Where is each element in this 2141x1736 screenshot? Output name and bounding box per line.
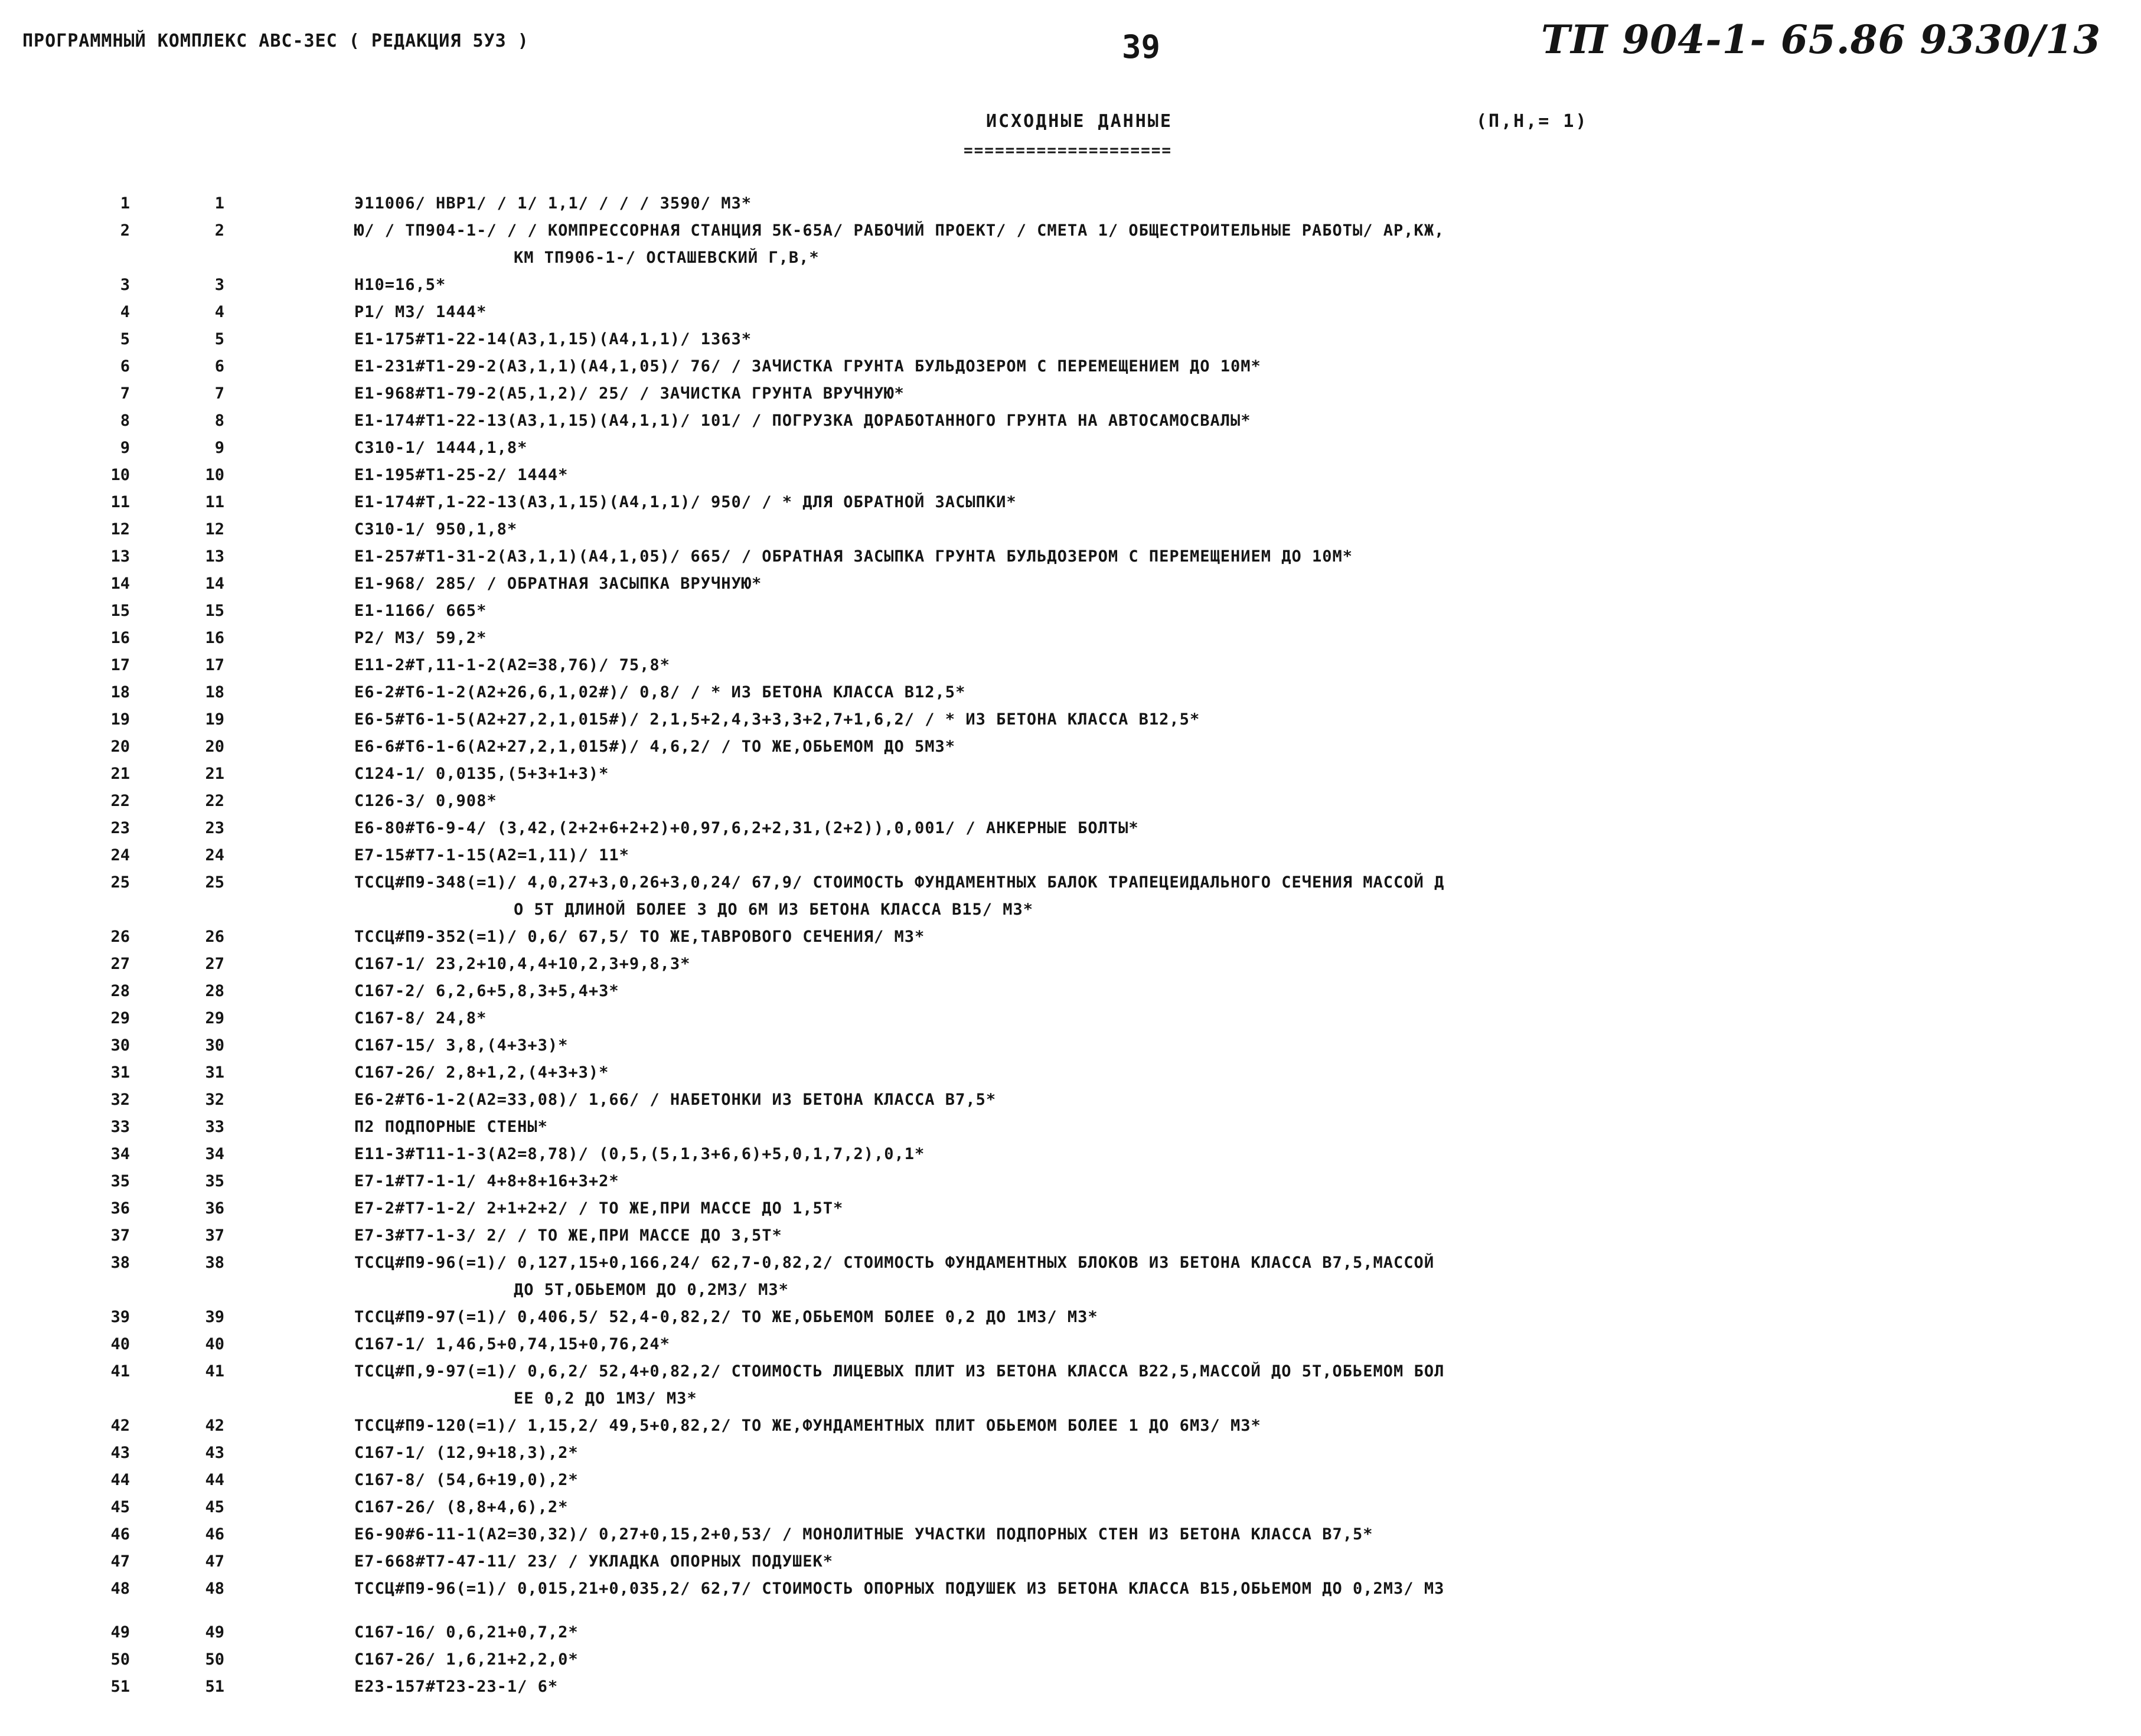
record-text [354, 407, 2120, 435]
line-number: 3 [120, 276, 130, 294]
listing-row [0, 407, 2141, 435]
listing-row [0, 272, 2141, 299]
record-number: 8 [214, 412, 224, 430]
listing-row [0, 1412, 2141, 1440]
record-main-line: П2 ПОДПОРНЫЕ СТЕНЫ* [354, 1118, 548, 1136]
record-text [354, 1114, 2120, 1141]
line-number: 4 [120, 303, 130, 321]
line-number: 29 [110, 1009, 130, 1027]
listing-row [0, 462, 2141, 489]
record-main-line: ТССЦ#П9-96(=1)/ 0,127,15+0,166,24/ 62,7-0,82,2/ СТОИМОСТЬ ФУНДАМЕНТНЫХ БЛОКОВ ИЗ БЕТОНА КЛАССА В7,5,МАССОЙ [354, 1254, 1435, 1272]
listing-row [0, 1059, 2141, 1086]
record-main-line: С167-2/ 6,2,6+5,8,3+5,4+3* [354, 982, 619, 1000]
listing-row [0, 978, 2141, 1005]
record-main-line: Е1-174#Т,1-22-13(А3,1,15)(А4,1,1)/ 950/ / * ДЛЯ ОБРАТНОЙ ЗАСЫПКИ* [354, 493, 1017, 511]
title-underline: ==================== [964, 142, 1173, 159]
record-text [354, 516, 2120, 543]
record-text [354, 1548, 2120, 1575]
record-main-line: С126-3/ 0,908* [354, 792, 497, 810]
record-main-line: С167-8/ (54,6+19,0),2* [354, 1471, 579, 1489]
listing-row [0, 598, 2141, 625]
record-text [354, 706, 2120, 733]
record-main-line: С167-26/ 1,6,21+2,2,0* [354, 1650, 579, 1669]
listing-row [0, 842, 2141, 869]
listing-row [0, 679, 2141, 706]
record-number: 26 [205, 928, 224, 946]
record-main-line: С167-1/ (12,9+18,3),2* [354, 1444, 579, 1462]
line-number: 8 [120, 412, 130, 430]
record-main-line: Е1-231#Т1-29-2(А3,1,1)(А4,1,05)/ 76/ / ЗАЧИСТКА ГРУНТА БУЛЬДОЗЕРОМ С ПЕРЕМЕЩЕНИЕМ ДО 10М* [354, 357, 1261, 376]
listing-row [0, 543, 2141, 570]
record-number: 40 [205, 1335, 224, 1353]
record-number: 50 [205, 1650, 224, 1669]
listing-row [0, 1619, 2141, 1646]
record-text [354, 1086, 2120, 1114]
record-main-line: Ю/ / ТП904-1-/ / / КОМПРЕССОРНАЯ СТАНЦИЯ 5К-65А/ РАБОЧИЙ ПРОЕКТ/ / СМЕТА 1/ ОБЩЕСТРОИТЕЛЬНЫЕ РАБОТЫ/ АР,КЖ, [354, 221, 1445, 240]
line-number: 40 [110, 1335, 130, 1353]
record-text [354, 353, 2120, 380]
record-number: 3 [214, 276, 224, 294]
record-main-line: Е23-157#Т23-23-1/ 6* [354, 1678, 559, 1696]
record-text [354, 733, 2120, 761]
record-text [354, 625, 2120, 652]
line-number: 11 [110, 493, 130, 511]
line-number: 49 [110, 1623, 130, 1642]
record-text [354, 869, 2120, 924]
line-number: 15 [110, 602, 130, 620]
record-main-line: Е1-257#Т1-31-2(А3,1,1)(А4,1,05)/ 665/ / ОБРАТНАЯ ЗАСЫПКА ГРУНТА БУЛЬДОЗЕРОМ С ПЕРЕМЕЩЕНИЕМ ДО 10М* [354, 547, 1353, 566]
listing-row [0, 1331, 2141, 1358]
record-main-line: С167-1/ 23,2+10,4,4+10,2,3+9,8,3* [354, 955, 691, 973]
listing-row [0, 1222, 2141, 1249]
listing-row [0, 1521, 2141, 1548]
record-number: 13 [205, 547, 224, 566]
record-text [354, 1059, 2120, 1086]
line-number: 21 [110, 765, 130, 783]
record-main-line: С310-1/ 950,1,8* [354, 520, 518, 539]
record-main-line: Е7-668#Т7-47-11/ 23/ / УКЛАДКА ОПОРНЫХ ПОДУШЕК* [354, 1552, 834, 1571]
line-number: 1 [120, 194, 130, 213]
listing-row [0, 733, 2141, 761]
record-main-line: Р1/ М3/ 1444* [354, 303, 487, 321]
listing-row [0, 706, 2141, 733]
record-main-line: С167-26/ (8,8+4,6),2* [354, 1498, 569, 1516]
page-number: 39 [1122, 28, 1161, 66]
record-number: 23 [205, 819, 224, 837]
listing-row [0, 815, 2141, 842]
record-number: 31 [205, 1063, 224, 1082]
line-number: 9 [120, 439, 130, 457]
section-title: ИСХОДНЫЕ ДАННЫЕ [986, 111, 1173, 132]
record-text [354, 1575, 2120, 1603]
document-code: ТП 904-1- 65.86 9330/13 [1541, 17, 2101, 63]
record-continuation-line: ЕЕ 0,2 ДО 1М3/ М3* [514, 1389, 697, 1408]
listing-row [0, 625, 2141, 652]
record-continuation-line: ДО 5Т,ОБЬЕМОМ ДО 0,2М3/ М3* [514, 1281, 789, 1299]
record-number: 7 [214, 384, 224, 403]
record-text [354, 1646, 2120, 1673]
record-number: 6 [214, 357, 224, 376]
record-main-line: ТССЦ#П,9-97(=1)/ 0,6,2/ 52,4+0,82,2/ СТОИМОСТЬ ЛИЦЕВЫХ ПЛИТ ИЗ БЕТОНА КЛАССА В22,5,МАССОЙ ДО 5Т,ОБЬЕМОМ БОЛ [354, 1362, 1445, 1381]
record-number: 24 [205, 846, 224, 864]
record-number: 43 [205, 1444, 224, 1462]
listing-row [0, 652, 2141, 679]
record-text [354, 815, 2120, 842]
listing-row [0, 1086, 2141, 1114]
listing-row [0, 1548, 2141, 1575]
listing-row [0, 761, 2141, 788]
record-number: 48 [205, 1580, 224, 1598]
line-number: 18 [110, 683, 130, 701]
record-text [354, 978, 2120, 1005]
listing-row [0, 217, 2141, 272]
record-text [354, 1358, 2120, 1412]
line-number: 22 [110, 792, 130, 810]
listing-row [0, 1114, 2141, 1141]
record-text [354, 1304, 2120, 1331]
line-number: 20 [110, 738, 130, 756]
record-number: 2 [214, 221, 224, 240]
record-main-line: Е1-195#Т1-25-2/ 1444* [354, 466, 569, 484]
record-main-line: ТССЦ#П9-120(=1)/ 1,15,2/ 49,5+0,82,2/ ТО ЖЕ,ФУНДАМЕНТНЫХ ПЛИТ ОБЬЕМОМ БОЛЕЕ 1 ДО 6М3/ М3* [354, 1417, 1261, 1435]
record-number: 25 [205, 873, 224, 892]
line-number: 19 [110, 710, 130, 729]
record-main-line: Е6-2#Т6-1-2(А2=33,08)/ 1,66/ / НАБЕТОНКИ ИЗ БЕТОНА КЛАССА В7,5* [354, 1091, 997, 1109]
listing-row [0, 353, 2141, 380]
line-number: 39 [110, 1308, 130, 1326]
record-number: 37 [205, 1226, 224, 1245]
pn-label: (П,Н,= 1) [1476, 111, 1588, 132]
record-text [354, 951, 2120, 978]
record-text [354, 489, 2120, 516]
record-text [354, 380, 2120, 407]
record-main-line: С167-16/ 0,6,21+0,7,2* [354, 1623, 579, 1642]
data-listing [0, 190, 2141, 1701]
record-main-line: Е6-80#Т6-9-4/ (3,42,(2+2+6+2+2)+0,97,6,2+2,31,(2+2)),0,001/ / АНКЕРНЫЕ БОЛТЫ* [354, 819, 1139, 837]
line-number: 35 [110, 1172, 130, 1190]
record-text [354, 1005, 2120, 1032]
line-number: 30 [110, 1036, 130, 1055]
record-number: 27 [205, 955, 224, 973]
record-main-line: Е7-3#Т7-1-3/ 2/ / ТО ЖЕ,ПРИ МАССЕ ДО 3,5Т* [354, 1226, 782, 1245]
record-main-line: ТССЦ#П9-352(=1)/ 0,6/ 67,5/ ТО ЖЕ,ТАВРОВОГО СЕЧЕНИЯ/ М3* [354, 928, 925, 946]
line-number: 33 [110, 1118, 130, 1136]
line-number: 45 [110, 1498, 130, 1516]
record-text [354, 1222, 2120, 1249]
record-number: 11 [205, 493, 224, 511]
record-main-line: Р2/ М3/ 59,2* [354, 629, 487, 647]
listing-row [0, 1575, 2141, 1603]
listing-row [0, 788, 2141, 815]
record-text [354, 1331, 2120, 1358]
line-number: 51 [110, 1678, 130, 1696]
record-number: 35 [205, 1172, 224, 1190]
record-number: 9 [214, 439, 224, 457]
record-number: 21 [205, 765, 224, 783]
record-main-line: Э11006/ НВР1/ / 1/ 1,1/ / / / 3590/ М3* [354, 194, 752, 213]
record-text [354, 1195, 2120, 1222]
line-number: 5 [120, 330, 130, 348]
record-main-line: Е6-6#Т6-1-6(А2+27,2,1,015#)/ 4,6,2/ / ТО ЖЕ,ОБЬЕМОМ ДО 5М3* [354, 738, 956, 756]
line-number: 7 [120, 384, 130, 403]
record-text [354, 1168, 2120, 1195]
record-number: 10 [205, 466, 224, 484]
record-number: 47 [205, 1552, 224, 1571]
listing-row [0, 1005, 2141, 1032]
line-number: 26 [110, 928, 130, 946]
listing-row [0, 1304, 2141, 1331]
record-main-line: ТССЦ#П9-96(=1)/ 0,015,21+0,035,2/ 62,7/ СТОИМОСТЬ ОПОРНЫХ ПОДУШЕК ИЗ БЕТОНА КЛАССА В15,ОБЬЕМОМ ДО 0,2М3/ М3 [354, 1580, 1445, 1598]
record-number: 5 [214, 330, 224, 348]
line-number: 17 [110, 656, 130, 674]
line-number: 41 [110, 1362, 130, 1381]
line-number: 46 [110, 1525, 130, 1544]
listing-row [0, 1168, 2141, 1195]
record-text [354, 462, 2120, 489]
line-number: 6 [120, 357, 130, 376]
record-number: 34 [205, 1145, 224, 1163]
line-number: 34 [110, 1145, 130, 1163]
record-text [354, 543, 2120, 570]
record-number: 12 [205, 520, 224, 539]
listing-row [0, 1358, 2141, 1412]
record-text [354, 1440, 2120, 1467]
record-main-line: С167-26/ 2,8+1,2,(4+3+3)* [354, 1063, 609, 1082]
line-number: 43 [110, 1444, 130, 1462]
record-main-line: Е1-174#Т1-22-13(А3,1,15)(А4,1,1)/ 101/ / ПОГРУЗКА ДОРАБОТАННОГО ГРУНТА НА АВТОСАМОСВАЛЫ* [354, 412, 1251, 430]
line-number: 38 [110, 1254, 130, 1272]
record-text [354, 217, 2120, 272]
listing-row [0, 1646, 2141, 1673]
record-main-line: Е1-1166/ 665* [354, 602, 487, 620]
record-number: 20 [205, 738, 224, 756]
listing-row [0, 489, 2141, 516]
record-text [354, 326, 2120, 353]
line-number: 32 [110, 1091, 130, 1109]
record-number: 4 [214, 303, 224, 321]
record-main-line: ТССЦ#П9-348(=1)/ 4,0,27+3,0,26+3,0,24/ 67,9/ СТОИМОСТЬ ФУНДАМЕНТНЫХ БАЛОК ТРАПЕЦЕИДАЛЬНОГО СЕЧЕНИЯ МАССОЙ Д [354, 873, 1445, 892]
line-number: 42 [110, 1417, 130, 1435]
listing-row [0, 1673, 2141, 1701]
line-number: 47 [110, 1552, 130, 1571]
record-main-line: Е6-90#6-11-1(А2=30,32)/ 0,27+0,15,2+0,53/ / МОНОЛИТНЫЕ УЧАСТКИ ПОДПОРНЫХ СТЕН ИЗ БЕТОНА КЛАССА В7,5* [354, 1525, 1373, 1544]
record-main-line: Е1-968#Т1-79-2(А5,1,2)/ 25/ / ЗАЧИСТКА ГРУНТА ВРУЧНУЮ* [354, 384, 905, 403]
line-number: 48 [110, 1580, 130, 1598]
record-text [354, 842, 2120, 869]
record-main-line: С167-1/ 1,46,5+0,74,15+0,76,24* [354, 1335, 670, 1353]
record-main-line: С310-1/ 1444,1,8* [354, 439, 528, 457]
listing-row [0, 190, 2141, 217]
record-text [354, 1412, 2120, 1440]
record-text [354, 272, 2120, 299]
record-number: 39 [205, 1308, 224, 1326]
line-number: 28 [110, 982, 130, 1000]
record-text [354, 1521, 2120, 1548]
record-number: 22 [205, 792, 224, 810]
record-main-line: С124-1/ 0,0135,(5+3+1+3)* [354, 765, 609, 783]
line-number: 31 [110, 1063, 130, 1082]
line-number: 13 [110, 547, 130, 566]
record-number: 28 [205, 982, 224, 1000]
record-text [354, 1249, 2120, 1304]
record-text [354, 924, 2120, 951]
listing-row [0, 326, 2141, 353]
record-text [354, 1619, 2120, 1646]
record-continuation-line: КМ ТП906-1-/ ОСТАШЕВСКИЙ Г,В,* [514, 249, 820, 267]
listing-row [0, 516, 2141, 543]
record-text [354, 679, 2120, 706]
record-text [354, 435, 2120, 462]
record-number: 42 [205, 1417, 224, 1435]
listing-row [0, 570, 2141, 598]
listing-row [0, 951, 2141, 978]
record-text [354, 1467, 2120, 1494]
listing-row [0, 1467, 2141, 1494]
listing-row [0, 299, 2141, 326]
record-number: 17 [205, 656, 224, 674]
record-main-line: Е7-15#Т7-1-15(А2=1,11)/ 11* [354, 846, 629, 864]
listing-row [0, 1440, 2141, 1467]
listing-row [0, 869, 2141, 924]
listing-row [0, 380, 2141, 407]
record-number: 1 [214, 194, 224, 213]
listing-row [0, 1032, 2141, 1059]
record-main-line: Е1-968/ 285/ / ОБРАТНАЯ ЗАСЫПКА ВРУЧНУЮ* [354, 575, 762, 593]
record-number: 45 [205, 1498, 224, 1516]
record-main-line: Н10=16,5* [354, 276, 446, 294]
listing-row [0, 1494, 2141, 1521]
record-main-line: Е7-2#Т7-1-2/ 2+1+2+2/ / ТО ЖЕ,ПРИ МАССЕ ДО 1,5Т* [354, 1199, 844, 1218]
record-text [354, 1673, 2120, 1701]
record-continuation-line: О 5Т ДЛИНОЙ БОЛЕЕ 3 ДО 6М ИЗ БЕТОНА КЛАССА В15/ М3* [514, 900, 1034, 919]
line-number: 50 [110, 1650, 130, 1669]
record-text [354, 570, 2120, 598]
record-number: 16 [205, 629, 224, 647]
line-number: 37 [110, 1226, 130, 1245]
record-text [354, 1032, 2120, 1059]
record-main-line: ТССЦ#П9-97(=1)/ 0,406,5/ 52,4-0,82,2/ ТО ЖЕ,ОБЬЕМОМ БОЛЕЕ 0,2 ДО 1М3/ М3* [354, 1308, 1098, 1326]
record-main-line: С167-15/ 3,8,(4+3+3)* [354, 1036, 569, 1055]
record-number: 36 [205, 1199, 224, 1218]
line-number: 36 [110, 1199, 130, 1218]
listing-row [0, 1141, 2141, 1168]
record-main-line: Е6-5#Т6-1-5(А2+27,2,1,015#)/ 2,1,5+2,4,3+3,3+2,7+1,6,2/ / * ИЗ БЕТОНА КЛАССА В12,5* [354, 710, 1200, 729]
line-number: 2 [120, 221, 130, 240]
record-number: 15 [205, 602, 224, 620]
line-number: 25 [110, 873, 130, 892]
listing-row [0, 435, 2141, 462]
record-text [354, 1494, 2120, 1521]
line-number: 23 [110, 819, 130, 837]
record-main-line: Е11-2#Т,11-1-2(А2=38,76)/ 75,8* [354, 656, 670, 674]
listing-row [0, 1195, 2141, 1222]
record-number: 38 [205, 1254, 224, 1272]
record-number: 41 [205, 1362, 224, 1381]
record-main-line: Е6-2#Т6-1-2(А2+26,6,1,02#)/ 0,8/ / * ИЗ БЕТОНА КЛАССА В12,5* [354, 683, 966, 701]
record-number: 19 [205, 710, 224, 729]
record-number: 30 [205, 1036, 224, 1055]
record-text [354, 598, 2120, 625]
line-number: 14 [110, 575, 130, 593]
record-main-line: Е7-1#Т7-1-1/ 4+8+8+16+3+2* [354, 1172, 619, 1190]
record-number: 14 [205, 575, 224, 593]
line-number: 44 [110, 1471, 130, 1489]
line-number: 12 [110, 520, 130, 539]
record-text [354, 1141, 2120, 1168]
record-number: 46 [205, 1525, 224, 1544]
line-number: 10 [110, 466, 130, 484]
record-text [354, 788, 2120, 815]
record-main-line: Е1-175#Т1-22-14(А3,1,15)(А4,1,1)/ 1363* [354, 330, 752, 348]
record-text [354, 761, 2120, 788]
record-number: 49 [205, 1623, 224, 1642]
listing-row [0, 1249, 2141, 1304]
line-number: 27 [110, 955, 130, 973]
listing-row [0, 924, 2141, 951]
record-text [354, 190, 2120, 217]
record-number: 32 [205, 1091, 224, 1109]
record-number: 33 [205, 1118, 224, 1136]
line-number: 16 [110, 629, 130, 647]
record-main-line: Е11-3#Т11-1-3(А2=8,78)/ (0,5,(5,1,3+6,6)+5,0,1,7,2),0,1* [354, 1145, 925, 1163]
record-text [354, 652, 2120, 679]
record-main-line: С167-8/ 24,8* [354, 1009, 487, 1027]
record-number: 18 [205, 683, 224, 701]
record-number: 51 [205, 1678, 224, 1696]
record-number: 44 [205, 1471, 224, 1489]
record-text [354, 299, 2120, 326]
line-number: 24 [110, 846, 130, 864]
program-header: ПРОГРАММНЫЙ КОМПЛЕКС АВС-ЗЕС ( РЕДАКЦИЯ 5УЗ ) [22, 31, 529, 51]
record-number: 29 [205, 1009, 224, 1027]
